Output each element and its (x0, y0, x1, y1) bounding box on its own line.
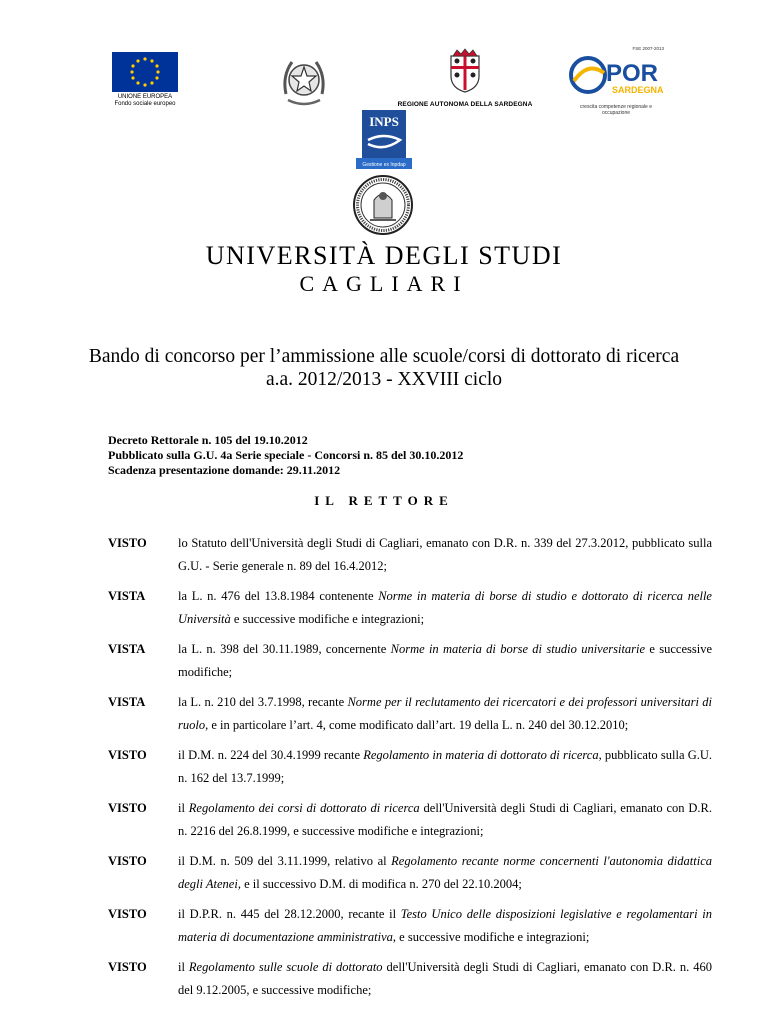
clause-item (108, 744, 712, 790)
clause-label: VISTO (108, 960, 147, 974)
clause-text (178, 850, 712, 896)
clause-text-part: il D.M. n. 224 del 30.4.1999 recante (178, 748, 364, 762)
sardegna-logo (390, 48, 540, 106)
eu-logo (112, 52, 178, 112)
decree-line3: Scadenza presentazione domande: 29.11.2012 (108, 463, 341, 477)
clause-text-italic: Testo Unico delle disposizioni legislative e regolamentari in materia di documentazione amministrativa (178, 907, 713, 944)
university-title: UNIVERSITÀ DEGLI STUDI (205, 241, 563, 270)
clause-text-italic: Norme per il reclutamento dei ricercatori e dei professori universitari di ruolo (178, 695, 712, 732)
eu-caption-line1: UNIONE EUROPEA (117, 94, 173, 100)
clause-item (108, 903, 712, 949)
clause-label: VISTO (108, 536, 147, 550)
rettore-heading: IL RETTORE (314, 493, 454, 508)
clause-text (178, 638, 712, 684)
clause-text-part: il D.M. n. 509 del 3.11.1999, relativo al (178, 854, 392, 868)
bando-line1: Bando di concorso per l’ammissione alle scuole/corsi di dottorato di ricerca (88, 346, 680, 367)
clause-item (108, 585, 712, 631)
clause-text (178, 903, 712, 949)
clause-text-part: dell'Università degli Studi di Cagliari, emanato con D.R. n. 460 del 9.12.2005, e successive modifiche; (178, 960, 712, 997)
eu-flag-icon (112, 52, 178, 92)
clause-text (178, 956, 712, 1002)
clause-item (108, 638, 712, 684)
clause-text (178, 691, 712, 737)
eu-caption (112, 94, 178, 108)
clause-item (108, 850, 712, 896)
clause-label: VISTA (108, 695, 146, 709)
clause-text-part: , e in particolare l’art. 4, come modificato dall’art. 19 della L. n. 240 del 30.12.2010; (205, 718, 629, 732)
por-caption: crescita competenze regionale e occupazione (580, 104, 652, 116)
clause-label: VISTO (108, 801, 147, 815)
clause-text-part: , e successive modifiche e integrazioni; (392, 930, 590, 944)
university-city: CAGLIARI (299, 271, 469, 296)
clause-label: VISTA (108, 589, 146, 603)
eu-caption-line2: Fondo sociale europeo (114, 101, 176, 107)
decree-line1: Decreto Rettorale n. 105 del 19.10.2012 (108, 433, 308, 447)
clause-text (178, 744, 712, 790)
por-text: POR (606, 60, 659, 87)
clause-text-part: lo Statuto dell'Università degli Studi di Cagliari, emanato con D.R. n. 339 del 27.3.2012, pubblicato sulla G.U. - Serie generale n. 89 del 16.4.2012; (178, 536, 712, 573)
clause-text-part: e il successivo D.M. di modifica n. 270 del 22.10.2004; (240, 877, 522, 891)
clause-text-italic: Regolamento dei corsi di dottorato di ricerca (188, 801, 420, 815)
clause-text-italic: Norme in materia di borse di studio universitarie (390, 642, 646, 656)
clause-label: VISTO (108, 854, 147, 868)
clause-item (108, 956, 712, 1002)
clause-text-part: , pubblicato sulla G.U. n. 162 del 13.7.1999; (178, 748, 712, 785)
sardegna-crest-icon (445, 48, 485, 94)
clause-item (108, 532, 712, 578)
clause-text-italic: Regolamento in materia di dottorato di ricerca (363, 748, 599, 762)
inps-caption: Gestione ex Inpdap (362, 162, 406, 168)
clause-text-part: il (178, 801, 189, 815)
clause-label: VISTO (108, 907, 147, 921)
clause-text-part: la L. n. 476 del 13.8.1984 contenente (178, 589, 379, 603)
clause-text-part: e successive modifiche e integrazioni; (230, 612, 425, 626)
inps-logo (356, 110, 412, 170)
clause-item (108, 797, 712, 843)
por-sardegna-icon (568, 51, 664, 99)
bando-heading (60, 345, 708, 391)
por-sardegna-text: SARDEGNA (612, 85, 664, 95)
por-sardegna-logo (568, 46, 664, 116)
bando-line2: a.a. 2012/2013 - XXVIII ciclo (265, 369, 503, 390)
clause-text (178, 797, 712, 843)
sardegna-caption: REGIONE AUTONOMA DELLA SARDEGNA (397, 101, 533, 108)
clause-text-part: il (178, 960, 189, 974)
clause-label: VISTA (108, 642, 146, 656)
clause-text-part: la L. n. 210 del 3.7.1998, recante (178, 695, 348, 709)
university-seal-icon (352, 174, 414, 236)
clause-text-italic: Regolamento recante norme concernenti l'autonomia didattica degli Atenei, (178, 854, 713, 891)
clause-label: VISTO (108, 748, 147, 762)
clause-text (178, 585, 712, 631)
italian-republic-emblem-icon (278, 50, 330, 110)
clause-text-part: e successive modifiche; (178, 642, 712, 679)
inps-text: INPS (369, 114, 399, 129)
por-top-text: FSE 2007-2013 (632, 46, 664, 51)
decree-line2: Pubblicato sulla G.U. 4a Serie speciale - Concorsi n. 85 del 30.10.2012 (108, 448, 464, 462)
decree-info (108, 433, 463, 478)
clause-item (108, 691, 712, 737)
clause-text-italic: Regolamento sulle scuole di dottorato (188, 960, 383, 974)
clause-text-italic: Norme in materia di borse di studio e dottorato di ricerca nelle Università (178, 589, 712, 626)
clause-text-part: il D.P.R. n. 445 del 28.12.2000, recante il (178, 907, 401, 921)
clause-text-part: dell'Università degli Studi di Cagliari, emanato con D.R. n. 2216 del 26.8.1999, e successive modifiche e integrazioni; (178, 801, 712, 838)
clauses-list (108, 532, 712, 1009)
clause-text-part: la L. n. 398 del 30.11.1989, concernente (178, 642, 391, 656)
clause-text (178, 532, 712, 578)
